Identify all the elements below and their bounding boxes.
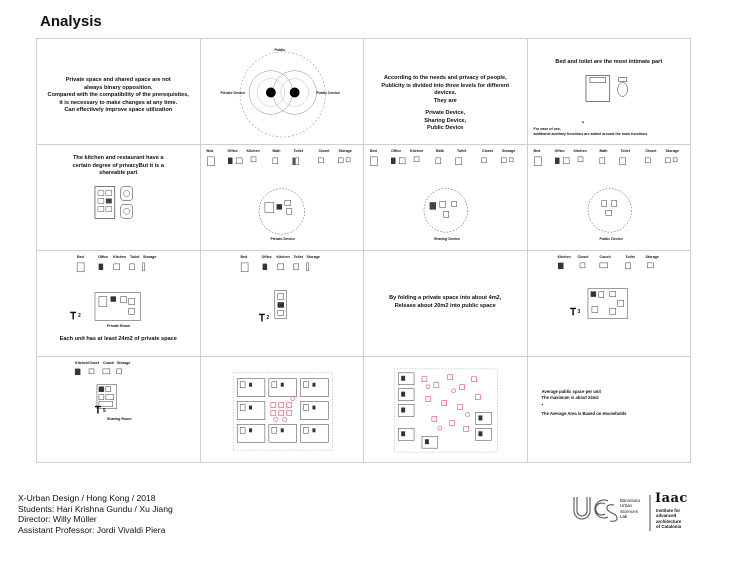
label-kitchen: Kitchen — [113, 255, 127, 259]
label-kitchen: Kitchen — [75, 361, 89, 365]
person-count: 2 — [78, 313, 81, 319]
cell-r4c2 — [201, 357, 365, 463]
cell-r1c4 — [528, 39, 692, 145]
public-device-diagram — [528, 145, 691, 250]
label-office: Office — [261, 255, 272, 259]
text-line: Release about 20m2 into public space — [394, 302, 496, 309]
iaac-text — [656, 508, 681, 530]
label-office: Office — [98, 255, 109, 259]
label-bed: Bed — [206, 149, 214, 153]
bullet-dots — [528, 357, 691, 462]
label-bed: Bed — [77, 255, 84, 259]
text-line: Publicity is divided into three levels for different devices. — [381, 82, 510, 97]
cell-r4c4 — [528, 357, 692, 463]
label-storage: Storage — [143, 255, 157, 259]
text-line: The kitchen and restaurant have a — [73, 155, 164, 161]
logo-line: Urban — [620, 503, 632, 509]
credit-line: Students: Hari Krishna Gundu / Xu Jiang — [18, 503, 173, 514]
average-area-note: The Average Area is Based on Households — [541, 411, 627, 416]
label-bed: Bed — [370, 149, 377, 153]
cell-r1c3 — [364, 39, 528, 145]
r1c3-text — [364, 75, 527, 133]
credit-line: X-Urban Design / Hong Kong / 2018 — [18, 493, 156, 503]
logo-line: Lab — [620, 514, 628, 520]
person-count: 3 — [577, 309, 581, 315]
label-bed: Bed — [240, 255, 248, 259]
label-toilet: Toilet — [625, 255, 635, 259]
label-public: Public — [274, 48, 286, 52]
cell-r3c2 — [201, 251, 365, 357]
label-bath: Bath — [436, 149, 444, 153]
text-line: Can effectively improve space utilization — [64, 107, 173, 114]
unit-cluster-plan — [201, 357, 364, 462]
cell-r3c4 — [528, 251, 692, 357]
logo-line: of Catalonia — [656, 524, 682, 530]
label-office: Office — [227, 149, 238, 153]
caption-sharing-device: Sharing Device — [434, 237, 460, 241]
label-storage: Storage — [645, 255, 659, 259]
label-closet: Closet — [645, 149, 657, 153]
logo-line: Barcelona — [620, 498, 640, 503]
cell-r1c2 — [201, 39, 365, 145]
label-kitchen: Kitchen — [246, 149, 260, 153]
logos — [568, 487, 718, 537]
label-toilet: Toilet — [620, 149, 630, 153]
bus-text — [620, 498, 640, 520]
text-line: always binary opposition. — [84, 84, 153, 91]
note-line: additional auxiliary functions are added around the main functions — [533, 132, 648, 137]
logo-line: Institute for — [656, 508, 681, 513]
text-line: They are — [433, 97, 457, 104]
label-bath: Bath — [599, 149, 608, 153]
caption-sharing-room: Sharing Room — [107, 417, 132, 421]
label-kitchen: Kitchen — [573, 149, 587, 153]
text-line: According to the needs and privacy of people, — [383, 75, 507, 81]
cell-r4c1 — [37, 357, 201, 463]
cell-r2c3 — [364, 145, 528, 251]
note-line: For ease of use, — [533, 127, 561, 131]
label-toilet: Toilet — [293, 149, 303, 153]
label-kitchen: Kitchen — [557, 255, 571, 259]
cell-r1c1 — [37, 39, 201, 145]
label-office: Office — [554, 149, 565, 153]
r1c1-text — [37, 77, 200, 115]
credit-line: Director: Willy Müller — [18, 514, 97, 525]
label-storage: Storage — [665, 149, 679, 153]
cell-r2c1 — [37, 145, 201, 251]
shared-room-plan — [528, 251, 691, 356]
text-line: it is necessary to make changes at any time. — [59, 99, 178, 106]
iaac-mark: Iaac — [655, 491, 688, 506]
cell-r2c4 — [528, 145, 692, 251]
label-couch: Couch — [599, 255, 611, 259]
label-closet: Closet — [577, 255, 589, 259]
cell-r3c1 — [37, 251, 201, 357]
label-kitchen: Kitchen — [410, 149, 424, 153]
r1c4-heading: Bed and toilet are the most intimate part — [555, 59, 663, 65]
credits — [18, 493, 173, 535]
text-line: The maximum is about 24m2 — [541, 394, 599, 400]
sharing-room-plan — [37, 357, 200, 462]
public-space-plan — [364, 357, 527, 462]
page-title: Analysis — [40, 13, 102, 30]
label-storage: Storage — [117, 361, 131, 365]
label-closet: Closet — [482, 149, 493, 153]
folded-private-room-plan — [201, 251, 364, 356]
bus-logo-icon — [568, 487, 718, 537]
caption-private-room: Private Room — [107, 324, 131, 328]
cell-r3c3 — [364, 251, 528, 357]
person-count: 2 — [266, 315, 270, 321]
label-public-device: Public Device — [316, 91, 340, 95]
label-storage: Storage — [338, 149, 352, 153]
label-toilet: Toilet — [457, 149, 467, 153]
analysis-grid — [36, 38, 691, 463]
label-bed: Bed — [533, 149, 541, 153]
label-closet: Closet — [318, 149, 330, 153]
caption-public-device: Public Device — [599, 237, 623, 241]
label-office: Office — [391, 149, 402, 153]
label-closet: Closet — [88, 361, 99, 365]
sharing-device-diagram — [364, 145, 527, 250]
text-line: certain degree of privacyBut it is a — [72, 162, 164, 169]
text-line: By folding a private space into about 4m2, — [389, 295, 502, 301]
r3c3-text — [364, 295, 527, 310]
label-kitchen: Kitchen — [276, 255, 290, 259]
text-line: Private Device, — [425, 110, 466, 117]
caption-private-device: Private Device — [270, 237, 296, 241]
label-private-device: Private Device — [220, 91, 246, 95]
credit-line: Assistant Professor: Jordi Vivaldi Piera — [18, 524, 166, 535]
cell-r4c3 — [364, 357, 528, 463]
logo-line: advanced — [656, 513, 677, 519]
label-toilet: Toilet — [293, 255, 303, 259]
logo-line: architecture — [656, 518, 682, 524]
r1c4-note — [534, 127, 648, 137]
logo-line: Sciences — [620, 508, 638, 514]
text-line: Average public space per unit — [541, 389, 601, 394]
person-count: 5 — [103, 408, 106, 414]
text-line: shareable part — [99, 170, 138, 177]
kitchen-restaurant-plan — [37, 145, 200, 250]
text-line: Private space and shared space are not — [65, 77, 171, 83]
label-bath: Bath — [272, 149, 281, 153]
private-device-diagram — [201, 145, 364, 250]
text-line: Public Device — [427, 125, 464, 132]
cell-r2c2 — [201, 145, 365, 251]
text-line: Compared with the compatibility of the prerequisites, — [47, 92, 189, 99]
label-toilet: Toilet — [130, 255, 140, 259]
r3c1-text: Each unit has at least 24m2 of private space — [59, 336, 177, 342]
text-line: Sharing Device, — [424, 117, 467, 124]
label-storage: Storage — [502, 149, 516, 153]
label-storage: Storage — [306, 255, 320, 259]
label-couch: Couch — [103, 361, 115, 365]
